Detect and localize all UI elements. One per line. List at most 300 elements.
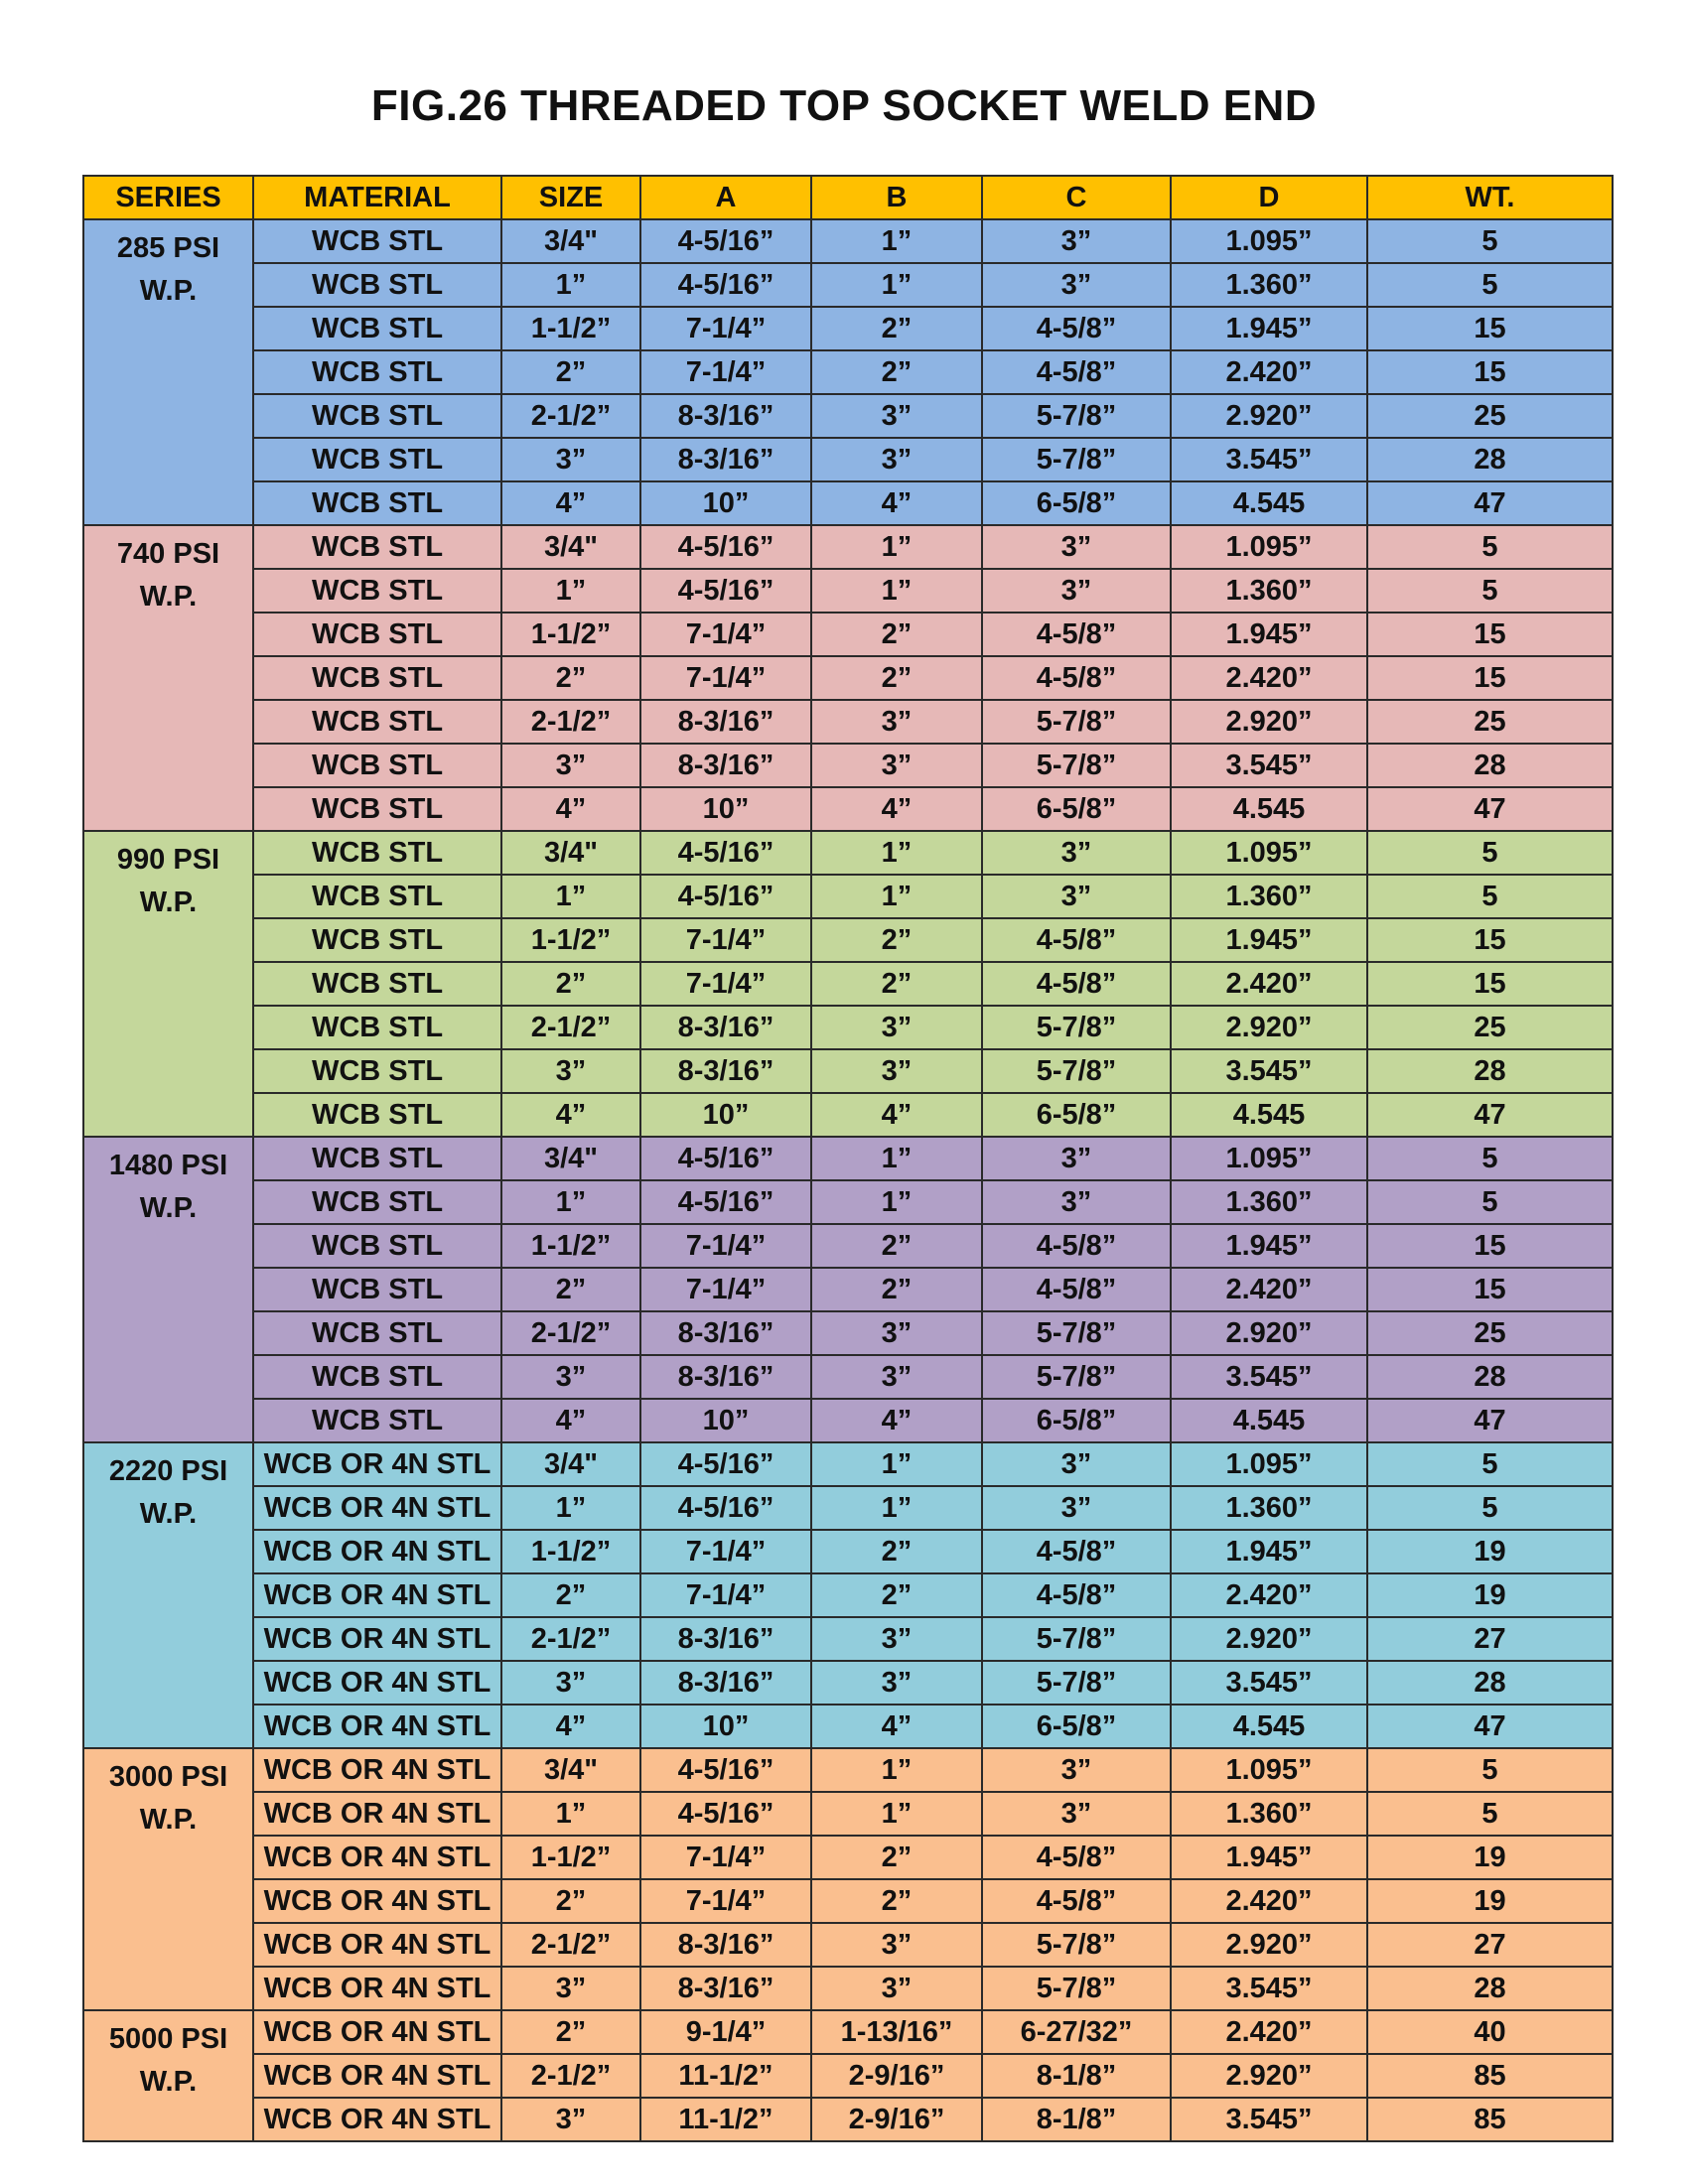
cell-d: 2.420” — [1171, 1268, 1367, 1311]
cell-d: 2.920” — [1171, 700, 1367, 744]
cell-material: WCB STL — [253, 831, 501, 875]
table-row — [83, 831, 1613, 875]
cell-b: 3” — [811, 744, 982, 787]
cell-c: 5-7/8” — [982, 1006, 1171, 1049]
table-row — [83, 1748, 1613, 1792]
cell-material: WCB OR 4N STL — [253, 1879, 501, 1923]
cell-a: 8-3/16” — [640, 1049, 811, 1093]
cell-material: WCB STL — [253, 962, 501, 1006]
cell-b: 1” — [811, 831, 982, 875]
cell-size: 3” — [501, 1661, 640, 1705]
table-row — [83, 1137, 1613, 1180]
table-row — [83, 1661, 1613, 1705]
cell-wt: 28 — [1367, 1967, 1613, 2010]
cell-size: 2-1/2” — [501, 394, 640, 438]
dimensions-table — [82, 175, 1614, 2142]
cell-c: 6-5/8” — [982, 1093, 1171, 1137]
cell-wt: 19 — [1367, 1573, 1613, 1617]
cell-c: 4-5/8” — [982, 1836, 1171, 1879]
series-cell — [83, 1137, 253, 1442]
table-row — [83, 1268, 1613, 1311]
cell-material: WCB STL — [253, 1311, 501, 1355]
cell-c: 4-5/8” — [982, 350, 1171, 394]
series-pressure: 740 PSI — [116, 538, 220, 570]
cell-material: WCB OR 4N STL — [253, 1748, 501, 1792]
cell-d: 1.945” — [1171, 1836, 1367, 1879]
table-row — [83, 1923, 1613, 1967]
header-b: B — [811, 176, 982, 219]
table-row — [83, 350, 1613, 394]
cell-a: 4-5/16” — [640, 1748, 811, 1792]
page-title: FIG.26 THREADED TOP SOCKET WELD END — [370, 81, 1318, 130]
cell-wt: 25 — [1367, 1006, 1613, 1049]
series-cell — [83, 525, 253, 831]
cell-d: 2.920” — [1171, 1923, 1367, 1967]
cell-material: WCB STL — [253, 875, 501, 918]
cell-a: 7-1/4” — [640, 1573, 811, 1617]
cell-size: 1” — [501, 569, 640, 613]
table-row — [83, 569, 1613, 613]
cell-d: 4.545 — [1171, 1399, 1367, 1442]
cell-wt: 5 — [1367, 1792, 1613, 1836]
series-cell — [83, 1748, 253, 2010]
cell-wt: 5 — [1367, 263, 1613, 307]
cell-d: 1.095” — [1171, 1137, 1367, 1180]
header-a: A — [640, 176, 811, 219]
cell-wt: 85 — [1367, 2054, 1613, 2098]
cell-size: 1-1/2” — [501, 613, 640, 656]
cell-a: 4-5/16” — [640, 263, 811, 307]
cell-size: 3/4" — [501, 1137, 640, 1180]
cell-wt: 19 — [1367, 1836, 1613, 1879]
cell-d: 4.545 — [1171, 481, 1367, 525]
cell-d: 1.360” — [1171, 1792, 1367, 1836]
series-wp: W.P. — [139, 275, 198, 307]
cell-size: 3/4" — [501, 831, 640, 875]
header-size: SIZE — [501, 176, 640, 219]
cell-d: 2.420” — [1171, 2010, 1367, 2054]
cell-b: 2-9/16” — [811, 2054, 982, 2098]
cell-wt: 47 — [1367, 481, 1613, 525]
cell-size: 4” — [501, 1705, 640, 1748]
cell-c: 5-7/8” — [982, 438, 1171, 481]
cell-c: 4-5/8” — [982, 1268, 1171, 1311]
cell-d: 1.095” — [1171, 1748, 1367, 1792]
cell-c: 4-5/8” — [982, 307, 1171, 350]
cell-size: 4” — [501, 1093, 640, 1137]
cell-b: 3” — [811, 1006, 982, 1049]
cell-material: WCB STL — [253, 1399, 501, 1442]
header-wt: WT. — [1367, 176, 1613, 219]
cell-b: 1” — [811, 263, 982, 307]
cell-c: 3” — [982, 875, 1171, 918]
cell-b: 2-9/16” — [811, 2098, 982, 2141]
cell-material: WCB STL — [253, 613, 501, 656]
cell-b: 2” — [811, 1224, 982, 1268]
cell-c: 3” — [982, 1748, 1171, 1792]
cell-wt: 5 — [1367, 875, 1613, 918]
cell-wt: 28 — [1367, 438, 1613, 481]
header-material: MATERIAL — [253, 176, 501, 219]
cell-wt: 27 — [1367, 1617, 1613, 1661]
cell-material: WCB OR 4N STL — [253, 1661, 501, 1705]
cell-d: 2.920” — [1171, 2054, 1367, 2098]
cell-d: 2.420” — [1171, 1573, 1367, 1617]
cell-material: WCB OR 4N STL — [253, 1573, 501, 1617]
table-row — [83, 1486, 1613, 1530]
cell-d: 1.095” — [1171, 219, 1367, 263]
cell-a: 11-1/2” — [640, 2098, 811, 2141]
table-row — [83, 1967, 1613, 2010]
cell-size: 2-1/2” — [501, 1006, 640, 1049]
cell-d: 1.360” — [1171, 1486, 1367, 1530]
cell-material: WCB OR 4N STL — [253, 1792, 501, 1836]
cell-b: 2” — [811, 1879, 982, 1923]
cell-c: 8-1/8” — [982, 2054, 1171, 2098]
cell-b: 3” — [811, 438, 982, 481]
table-row — [83, 2010, 1613, 2054]
cell-wt: 5 — [1367, 1442, 1613, 1486]
cell-wt: 15 — [1367, 613, 1613, 656]
cell-d: 1.360” — [1171, 875, 1367, 918]
cell-wt: 15 — [1367, 962, 1613, 1006]
cell-c: 4-5/8” — [982, 1224, 1171, 1268]
cell-size: 2-1/2” — [501, 1311, 640, 1355]
cell-material: WCB OR 4N STL — [253, 1967, 501, 2010]
cell-a: 4-5/16” — [640, 1792, 811, 1836]
cell-wt: 15 — [1367, 1268, 1613, 1311]
table-row — [83, 1355, 1613, 1399]
cell-d: 3.545” — [1171, 1661, 1367, 1705]
cell-b: 2” — [811, 1573, 982, 1617]
cell-wt: 5 — [1367, 525, 1613, 569]
cell-material: WCB OR 4N STL — [253, 1923, 501, 1967]
series-pressure: 990 PSI — [116, 844, 220, 876]
cell-c: 6-5/8” — [982, 787, 1171, 831]
table-row — [83, 1879, 1613, 1923]
cell-material: WCB STL — [253, 394, 501, 438]
cell-size: 2” — [501, 656, 640, 700]
cell-c: 4-5/8” — [982, 962, 1171, 1006]
cell-b: 3” — [811, 1923, 982, 1967]
cell-b: 3” — [811, 394, 982, 438]
cell-wt: 28 — [1367, 1661, 1613, 1705]
table-row — [83, 1311, 1613, 1355]
cell-wt: 85 — [1367, 2098, 1613, 2141]
cell-c: 5-7/8” — [982, 1311, 1171, 1355]
series-cell — [83, 1442, 253, 1748]
cell-size: 2” — [501, 350, 640, 394]
cell-a: 7-1/4” — [640, 1836, 811, 1879]
cell-wt: 25 — [1367, 1311, 1613, 1355]
cell-a: 8-3/16” — [640, 1006, 811, 1049]
cell-a: 7-1/4” — [640, 918, 811, 962]
cell-b: 1” — [811, 1748, 982, 1792]
cell-material: WCB STL — [253, 481, 501, 525]
cell-size: 3/4" — [501, 525, 640, 569]
cell-a: 8-3/16” — [640, 700, 811, 744]
cell-material: WCB STL — [253, 1268, 501, 1311]
table-row — [83, 1573, 1613, 1617]
cell-b: 3” — [811, 1311, 982, 1355]
cell-b: 3” — [811, 1967, 982, 2010]
header-d: D — [1171, 176, 1367, 219]
cell-a: 8-3/16” — [640, 1311, 811, 1355]
cell-a: 8-3/16” — [640, 438, 811, 481]
cell-size: 2” — [501, 1573, 640, 1617]
cell-material: WCB OR 4N STL — [253, 1486, 501, 1530]
cell-b: 1” — [811, 569, 982, 613]
cell-material: WCB STL — [253, 1137, 501, 1180]
cell-a: 4-5/16” — [640, 525, 811, 569]
cell-b: 1” — [811, 1137, 982, 1180]
cell-wt: 25 — [1367, 700, 1613, 744]
cell-b: 1” — [811, 1792, 982, 1836]
cell-a: 8-3/16” — [640, 1617, 811, 1661]
cell-wt: 28 — [1367, 1049, 1613, 1093]
cell-d: 1.945” — [1171, 1530, 1367, 1573]
cell-size: 1-1/2” — [501, 307, 640, 350]
cell-d: 1.945” — [1171, 918, 1367, 962]
cell-c: 3” — [982, 1442, 1171, 1486]
table-row — [83, 613, 1613, 656]
cell-size: 2-1/2” — [501, 1617, 640, 1661]
cell-c: 3” — [982, 1180, 1171, 1224]
cell-b: 1” — [811, 525, 982, 569]
cell-d: 2.920” — [1171, 1311, 1367, 1355]
cell-material: WCB STL — [253, 787, 501, 831]
cell-material: WCB STL — [253, 700, 501, 744]
header-series: SERIES — [83, 176, 253, 219]
cell-d: 1.360” — [1171, 263, 1367, 307]
cell-a: 8-3/16” — [640, 1661, 811, 1705]
cell-wt: 5 — [1367, 219, 1613, 263]
cell-a: 4-5/16” — [640, 875, 811, 918]
cell-b: 3” — [811, 1617, 982, 1661]
cell-size: 3” — [501, 1049, 640, 1093]
cell-a: 9-1/4” — [640, 2010, 811, 2054]
series-wp: W.P. — [139, 2066, 198, 2098]
series-cell — [83, 2010, 253, 2141]
cell-a: 10” — [640, 787, 811, 831]
table-row — [83, 1617, 1613, 1661]
cell-b: 1” — [811, 875, 982, 918]
cell-size: 4” — [501, 481, 640, 525]
cell-wt: 47 — [1367, 1705, 1613, 1748]
cell-wt: 5 — [1367, 1748, 1613, 1792]
cell-c: 5-7/8” — [982, 1923, 1171, 1967]
cell-size: 1” — [501, 263, 640, 307]
cell-c: 5-7/8” — [982, 700, 1171, 744]
cell-wt: 5 — [1367, 1486, 1613, 1530]
cell-c: 5-7/8” — [982, 1661, 1171, 1705]
series-pressure: 2220 PSI — [108, 1455, 228, 1487]
cell-b: 2” — [811, 307, 982, 350]
cell-material: WCB STL — [253, 744, 501, 787]
cell-d: 1.945” — [1171, 1224, 1367, 1268]
cell-wt: 15 — [1367, 307, 1613, 350]
cell-material: WCB OR 4N STL — [253, 2098, 501, 2141]
table-row — [83, 2098, 1613, 2141]
cell-a: 7-1/4” — [640, 1224, 811, 1268]
cell-d: 4.545 — [1171, 1093, 1367, 1137]
cell-d: 2.920” — [1171, 1006, 1367, 1049]
cell-size: 1-1/2” — [501, 1836, 640, 1879]
cell-material: WCB STL — [253, 569, 501, 613]
cell-material: WCB STL — [253, 1006, 501, 1049]
cell-material: WCB OR 4N STL — [253, 1617, 501, 1661]
cell-material: WCB STL — [253, 307, 501, 350]
cell-c: 3” — [982, 1486, 1171, 1530]
series-wp: W.P. — [139, 581, 198, 613]
cell-size: 2” — [501, 962, 640, 1006]
table-row — [83, 1224, 1613, 1268]
cell-b: 4” — [811, 1093, 982, 1137]
cell-wt: 47 — [1367, 1399, 1613, 1442]
cell-a: 10” — [640, 1093, 811, 1137]
cell-size: 2-1/2” — [501, 1923, 640, 1967]
table-row — [83, 307, 1613, 350]
cell-d: 3.545” — [1171, 1049, 1367, 1093]
cell-size: 3/4" — [501, 219, 640, 263]
cell-b: 4” — [811, 481, 982, 525]
cell-d: 3.545” — [1171, 1967, 1367, 2010]
cell-a: 10” — [640, 1399, 811, 1442]
cell-wt: 47 — [1367, 787, 1613, 831]
cell-d: 1.095” — [1171, 1442, 1367, 1486]
cell-size: 2-1/2” — [501, 700, 640, 744]
header-row — [83, 176, 1613, 219]
cell-c: 6-5/8” — [982, 1705, 1171, 1748]
cell-b: 2” — [811, 613, 982, 656]
cell-size: 1-1/2” — [501, 1530, 640, 1573]
cell-a: 8-3/16” — [640, 744, 811, 787]
cell-b: 2” — [811, 350, 982, 394]
cell-size: 1” — [501, 875, 640, 918]
cell-wt: 15 — [1367, 656, 1613, 700]
cell-c: 5-7/8” — [982, 1967, 1171, 2010]
cell-b: 3” — [811, 1661, 982, 1705]
cell-b: 1” — [811, 1180, 982, 1224]
table-row — [83, 1792, 1613, 1836]
cell-material: WCB OR 4N STL — [253, 1705, 501, 1748]
cell-size: 2” — [501, 1268, 640, 1311]
table-body — [83, 219, 1613, 2141]
table-row — [83, 787, 1613, 831]
cell-size: 1” — [501, 1180, 640, 1224]
cell-a: 8-3/16” — [640, 1923, 811, 1967]
cell-wt: 5 — [1367, 1137, 1613, 1180]
cell-b: 2” — [811, 1530, 982, 1573]
cell-size: 3” — [501, 2098, 640, 2141]
cell-a: 7-1/4” — [640, 613, 811, 656]
table-row — [83, 219, 1613, 263]
cell-material: WCB STL — [253, 219, 501, 263]
cell-size: 2-1/2” — [501, 2054, 640, 2098]
cell-b: 1” — [811, 219, 982, 263]
cell-c: 4-5/8” — [982, 656, 1171, 700]
cell-material: WCB STL — [253, 350, 501, 394]
cell-c: 3” — [982, 1137, 1171, 1180]
cell-c: 3” — [982, 219, 1171, 263]
cell-b: 1” — [811, 1442, 982, 1486]
table-row — [83, 962, 1613, 1006]
cell-wt: 40 — [1367, 2010, 1613, 2054]
cell-a: 4-5/16” — [640, 1442, 811, 1486]
cell-c: 4-5/8” — [982, 1879, 1171, 1923]
table-row — [83, 1049, 1613, 1093]
table-row — [83, 2054, 1613, 2098]
series-pressure: 285 PSI — [116, 232, 220, 264]
cell-b: 3” — [811, 1355, 982, 1399]
cell-a: 7-1/4” — [640, 656, 811, 700]
cell-material: WCB STL — [253, 1180, 501, 1224]
cell-d: 3.545” — [1171, 744, 1367, 787]
cell-d: 1.360” — [1171, 569, 1367, 613]
series-wp: W.P. — [139, 1192, 198, 1224]
cell-a: 7-1/4” — [640, 1268, 811, 1311]
cell-d: 4.545 — [1171, 787, 1367, 831]
cell-wt: 19 — [1367, 1879, 1613, 1923]
cell-wt: 19 — [1367, 1530, 1613, 1573]
cell-c: 5-7/8” — [982, 1617, 1171, 1661]
series-wp: W.P. — [139, 1804, 198, 1836]
cell-a: 7-1/4” — [640, 1530, 811, 1573]
table-row — [83, 1006, 1613, 1049]
cell-a: 10” — [640, 1705, 811, 1748]
cell-a: 4-5/16” — [640, 569, 811, 613]
cell-b: 2” — [811, 1268, 982, 1311]
cell-d: 2.920” — [1171, 394, 1367, 438]
cell-d: 3.545” — [1171, 2098, 1367, 2141]
cell-b: 2” — [811, 918, 982, 962]
cell-c: 3” — [982, 263, 1171, 307]
cell-material: WCB OR 4N STL — [253, 2010, 501, 2054]
cell-material: WCB STL — [253, 918, 501, 962]
cell-b: 1-13/16” — [811, 2010, 982, 2054]
cell-b: 3” — [811, 700, 982, 744]
cell-wt: 27 — [1367, 1923, 1613, 1967]
cell-c: 5-7/8” — [982, 394, 1171, 438]
cell-material: WCB OR 4N STL — [253, 2054, 501, 2098]
cell-c: 5-7/8” — [982, 1049, 1171, 1093]
cell-wt: 25 — [1367, 394, 1613, 438]
cell-material: WCB STL — [253, 1355, 501, 1399]
cell-size: 4” — [501, 787, 640, 831]
cell-a: 4-5/16” — [640, 1137, 811, 1180]
cell-wt: 28 — [1367, 1355, 1613, 1399]
cell-b: 2” — [811, 656, 982, 700]
cell-c: 3” — [982, 831, 1171, 875]
cell-d: 3.545” — [1171, 438, 1367, 481]
cell-d: 2.920” — [1171, 1617, 1367, 1661]
cell-c: 3” — [982, 1792, 1171, 1836]
cell-a: 8-3/16” — [640, 394, 811, 438]
cell-d: 1.095” — [1171, 525, 1367, 569]
table-row — [83, 1399, 1613, 1442]
series-wp: W.P. — [139, 1498, 198, 1530]
series-wp: W.P. — [139, 887, 198, 918]
cell-a: 4-5/16” — [640, 1486, 811, 1530]
table-row — [83, 1093, 1613, 1137]
cell-c: 3” — [982, 569, 1171, 613]
cell-c: 5-7/8” — [982, 744, 1171, 787]
cell-c: 6-5/8” — [982, 1399, 1171, 1442]
table-row — [83, 1180, 1613, 1224]
cell-d: 2.420” — [1171, 1879, 1367, 1923]
cell-d: 2.420” — [1171, 656, 1367, 700]
table-row — [83, 656, 1613, 700]
